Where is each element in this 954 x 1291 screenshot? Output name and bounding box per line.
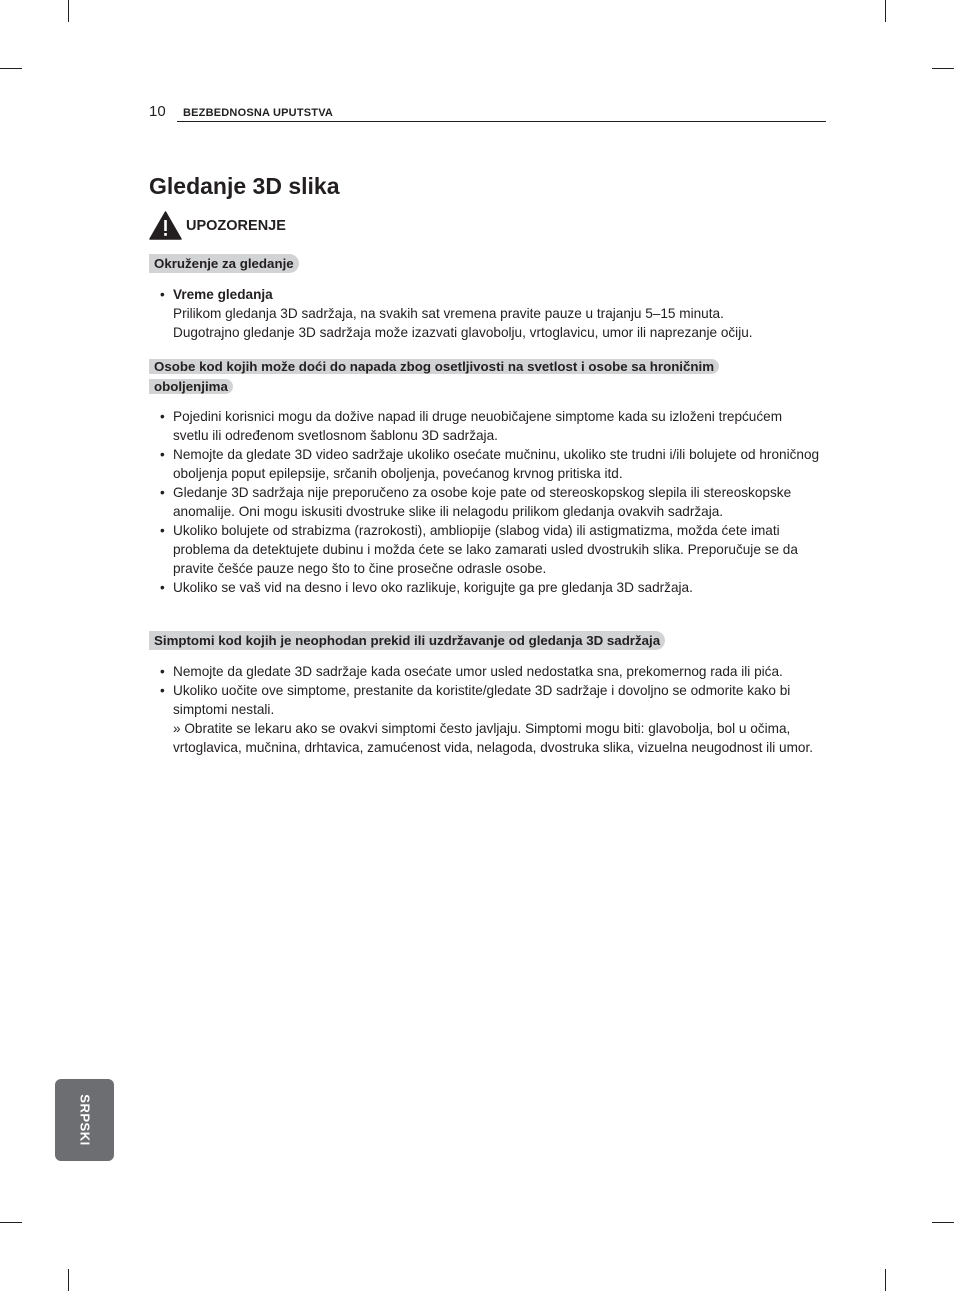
crop-mark — [932, 68, 954, 69]
list-item — [160, 285, 820, 342]
language-tab — [55, 1079, 114, 1161]
item-text: Prilikom gledanja 3D sadržaja, na svakih sat vremena pravite pauze u trajanju 5–15 minuta. — [173, 306, 724, 321]
header-rule — [177, 121, 826, 122]
page-number: 10 — [149, 103, 166, 120]
sub-item: » Obratite se lekaru ako se ovakvi simptomi često javljaju. Simptomi mogu biti: glavobolja, bol u očima, vrtoglavica, mučnina, drhtavica, zamućenost vida, nelagoda, dvostruka slika, vizuelna neugodnost ili umor. — [173, 721, 814, 755]
warning-label: UPOZORENJE — [186, 217, 286, 234]
warning-triangle-icon — [149, 211, 182, 240]
list-item: • Ukoliko bolujete od strabizma (razrokosti), ambliopije (slabog vida) ili astigmatizma, možda ćete imati problema da detektujete dubinu i možda ćete se lako zamarati usled dvostrukih slika. Preporučuje se da pravite češće pauze nego što to čine prosečne odrasle osobe. — [160, 521, 820, 578]
section-heading-line: Osobe kod kojih može doći do napada zbog osetljivosti na svetlost i osobe sa hroničnim — [149, 359, 719, 374]
page-title: Gledanje 3D slika — [149, 173, 340, 199]
section-heading: Simptomi kod kojih je neophodan prekid ili uzdržavanje od gledanja 3D sadržaja — [149, 631, 665, 650]
bullet-list — [160, 662, 820, 757]
list-item: • Pojedini korisnici mogu da dožive napad ili druge neuobičajene simptome kada su izloženi trepćućem svetlu ili određenom svetlosnom šablonu 3D sadržaja. — [160, 407, 820, 445]
crop-mark — [885, 0, 886, 22]
item-title: • Vreme gledanja — [173, 287, 273, 302]
list-item — [160, 681, 820, 757]
item-text: Dugotrajno gledanje 3D sadržaja može izazvati glavobolju, vrtoglavicu, umor ili naprezanje očiju. — [173, 325, 753, 340]
section-heading: Okruženje za gledanje — [149, 254, 299, 273]
crop-mark — [0, 1222, 22, 1223]
crop-mark — [932, 1222, 954, 1223]
crop-mark — [885, 1269, 886, 1291]
item-text: Ukoliko uočite ove simptome, prestanite da koristite/gledate 3D sadržaje i dovoljno se odmorite kako bi simptomi nestali. — [173, 683, 791, 717]
section-heading — [149, 357, 719, 396]
list-item: • Nemojte da gledate 3D sadržaje kada osećate umor usled nedostatka sna, prekomernog rada ili pića. — [160, 662, 820, 681]
crop-mark — [68, 0, 69, 22]
crop-mark — [68, 1269, 69, 1291]
list-item: • Nemojte da gledate 3D video sadržaje ukoliko osećate mučninu, ukoliko ste trudni i/ili bolujete od hroničnog oboljenja poput epilepsije, srčanih oboljenja, povećanog krvnog pritiska itd. — [160, 445, 820, 483]
crop-mark — [0, 68, 22, 69]
bullet-list — [160, 285, 820, 342]
warning-header — [149, 211, 286, 240]
bullet-list — [160, 407, 820, 597]
section-heading-line: oboljenjima — [149, 379, 233, 394]
list-item: • Gledanje 3D sadržaja nije preporučeno za osobe koje pate od stereoskopskog slepila ili stereoskopske anomalije. Oni mogu iskusiti dvostruke slike ili nelagodu prilikom gledanja ovakvih sadržaja. — [160, 483, 820, 521]
language-tab-label: SRPSKI — [77, 1094, 92, 1146]
running-header: BEZBEDNOSNA UPUTSTVA — [183, 107, 334, 119]
list-item: • Ukoliko se vaš vid na desno i levo oko razlikuje, korigujte ga pre gledanja 3D sadržaja. — [160, 578, 820, 597]
